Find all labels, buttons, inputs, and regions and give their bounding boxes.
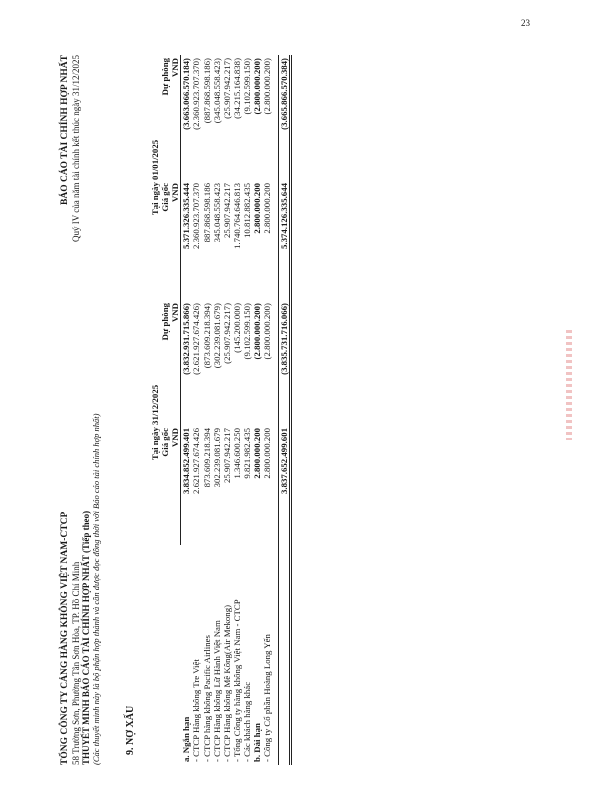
row-label: - Công ty Cổ phần Hoàng Long Yến — [262, 634, 273, 762]
table-row — [252, 55, 262, 765]
cell-value: 345.048.558.423 — [211, 183, 222, 243]
row-label: - CTCP Hàng không Mê Kông(Air Mekong) — [221, 604, 232, 762]
cell-value: (25.907.942.217) — [221, 58, 232, 119]
cell-value: 2.360.923.707.370 — [191, 183, 202, 249]
cell-value: 2.621.927.674.426 — [191, 428, 202, 494]
cell-value: 887.868.598.186 — [201, 183, 212, 243]
row-label: - Các khách hàng khác — [241, 681, 252, 762]
cell-value: (145.200.000) — [231, 303, 242, 353]
table-row — [262, 55, 272, 765]
cell-value: (345.048.558.423) — [211, 58, 222, 124]
unit-3: VND — [170, 180, 181, 300]
cell-value: (9.102.599.150) — [241, 58, 252, 115]
document-page — [40, 35, 510, 785]
row-label: a. Ngắn hạn — [181, 716, 192, 762]
unit-4: VND — [170, 55, 181, 180]
cell-value: (3.832.931.715.866) — [181, 303, 192, 375]
row-label: b. Dài hạn — [252, 723, 263, 762]
stamp-mark — [566, 330, 572, 440]
cell-value: 302.239.081.679 — [211, 428, 222, 488]
notes-title: THUYẾT MINH BÁO CÁO TÀI CHÍNH HỢP NHẤT (Tiếp theo) — [81, 510, 92, 765]
total-provision-1: (3.835.731.716.066) — [278, 300, 290, 425]
cell-value: (2.800.000.200) — [262, 58, 273, 115]
bad-debt-table — [150, 55, 292, 765]
cell-value: (25.907.942.217) — [221, 303, 232, 364]
cell-value: 9.821.982.435 — [241, 428, 252, 479]
unit-1: VND — [170, 425, 181, 545]
cell-value: 25.907.942.217 — [221, 183, 232, 238]
company-address: 58 Trường Sơn, Phường Tân Sơn Hòa, TP. Hồ Chí Minh — [70, 561, 81, 765]
unit-2: VND — [170, 300, 181, 425]
header-right — [60, 55, 81, 242]
table-row — [202, 55, 212, 765]
cell-value: (2.360.923.707.370) — [191, 58, 202, 130]
header-left — [60, 414, 101, 765]
cell-value: (2.800.000.200) — [262, 303, 273, 360]
cell-value: 25.907.942.217 — [221, 428, 232, 483]
section-title: 9. NỢ XẤU — [125, 705, 136, 755]
report-title: BÁO CÁO TÀI CHÍNH HỢP NHẤT — [60, 55, 70, 205]
row-label: - CTCP Hàng không Lữ Hành Việt Nam — [211, 620, 222, 762]
cell-value: 873.609.218.394 — [201, 428, 212, 488]
cell-value: (2.800.000.200) — [252, 303, 263, 360]
cell-value: 3.834.852.499.401 — [181, 428, 192, 494]
cell-value: 2.800.000.200 — [252, 183, 263, 234]
col-cost-2: Giá gốc — [160, 183, 171, 212]
total-row — [278, 55, 290, 765]
table-row — [232, 55, 242, 765]
cell-value: (3.663.066.570.184) — [181, 58, 192, 130]
rotated-sheet — [40, 35, 510, 785]
cell-value: (873.609.218.394) — [201, 303, 212, 369]
cell-value: 5.371.326.335.444 — [181, 183, 192, 249]
row-label: - CTCP hàng không Pacific Airlines — [201, 635, 212, 762]
table-row — [222, 55, 232, 765]
cell-value: (2.800.000.200) — [252, 58, 263, 115]
group-header-2025-01-01: Tại ngày 01/01/2025 — [150, 139, 160, 216]
company-name: TỔNG CÔNG TY CẢNG HÀNG KHÔNG VIỆT NAM-CTCP — [60, 511, 70, 765]
cell-value: (9.102.599.150) — [241, 303, 252, 360]
report-period: Quý IV của năm tài chính kết thúc ngày 31/12/2025 — [70, 55, 81, 243]
cell-value: (302.239.081.679) — [211, 303, 222, 369]
col-provision-1: Dự phòng — [160, 303, 171, 341]
cell-value: 2.800.000.200 — [252, 428, 263, 479]
cell-value: 2.800.000.200 — [262, 183, 273, 234]
cell-value: (34.215.164.838) — [231, 58, 242, 119]
page-number: 23 — [521, 18, 530, 28]
total-provision-2: (3.665.866.570.384) — [278, 55, 290, 180]
row-label: - Tổng Công ty hàng không Việt Nam - CTCP — [231, 599, 242, 762]
table-row — [181, 55, 192, 765]
cell-value: (887.868.598.186) — [201, 58, 212, 124]
group-header-2025-12-31: Tại ngày 31/12/2025 — [150, 384, 160, 461]
cell-value: 1.346.600.250 — [231, 428, 242, 479]
col-cost-1: Giá gốc — [160, 428, 171, 457]
notes-subtitle: (Các thuyết minh này là bộ phận hợp thành và cần được đọc đồng thời với Báo cáo tài chính hợp nhất) — [90, 413, 101, 765]
row-label: - CTCP Hàng không Tre Việt — [191, 659, 202, 762]
col-provision-2: Dự phòng — [160, 58, 171, 96]
cell-value: 2.800.000.200 — [262, 428, 273, 479]
cell-value: 10.812.882.435 — [241, 183, 252, 238]
table-row — [191, 55, 201, 765]
table-row — [212, 55, 222, 765]
cell-value: 1.740.764.646.813 — [231, 183, 242, 249]
total-cost-2: 5.374.126.335.644 — [278, 180, 290, 300]
cell-value: (2.621.927.674.426) — [191, 303, 202, 375]
total-cost-1: 3.837.652.499.601 — [278, 425, 290, 545]
table-row — [242, 55, 252, 765]
